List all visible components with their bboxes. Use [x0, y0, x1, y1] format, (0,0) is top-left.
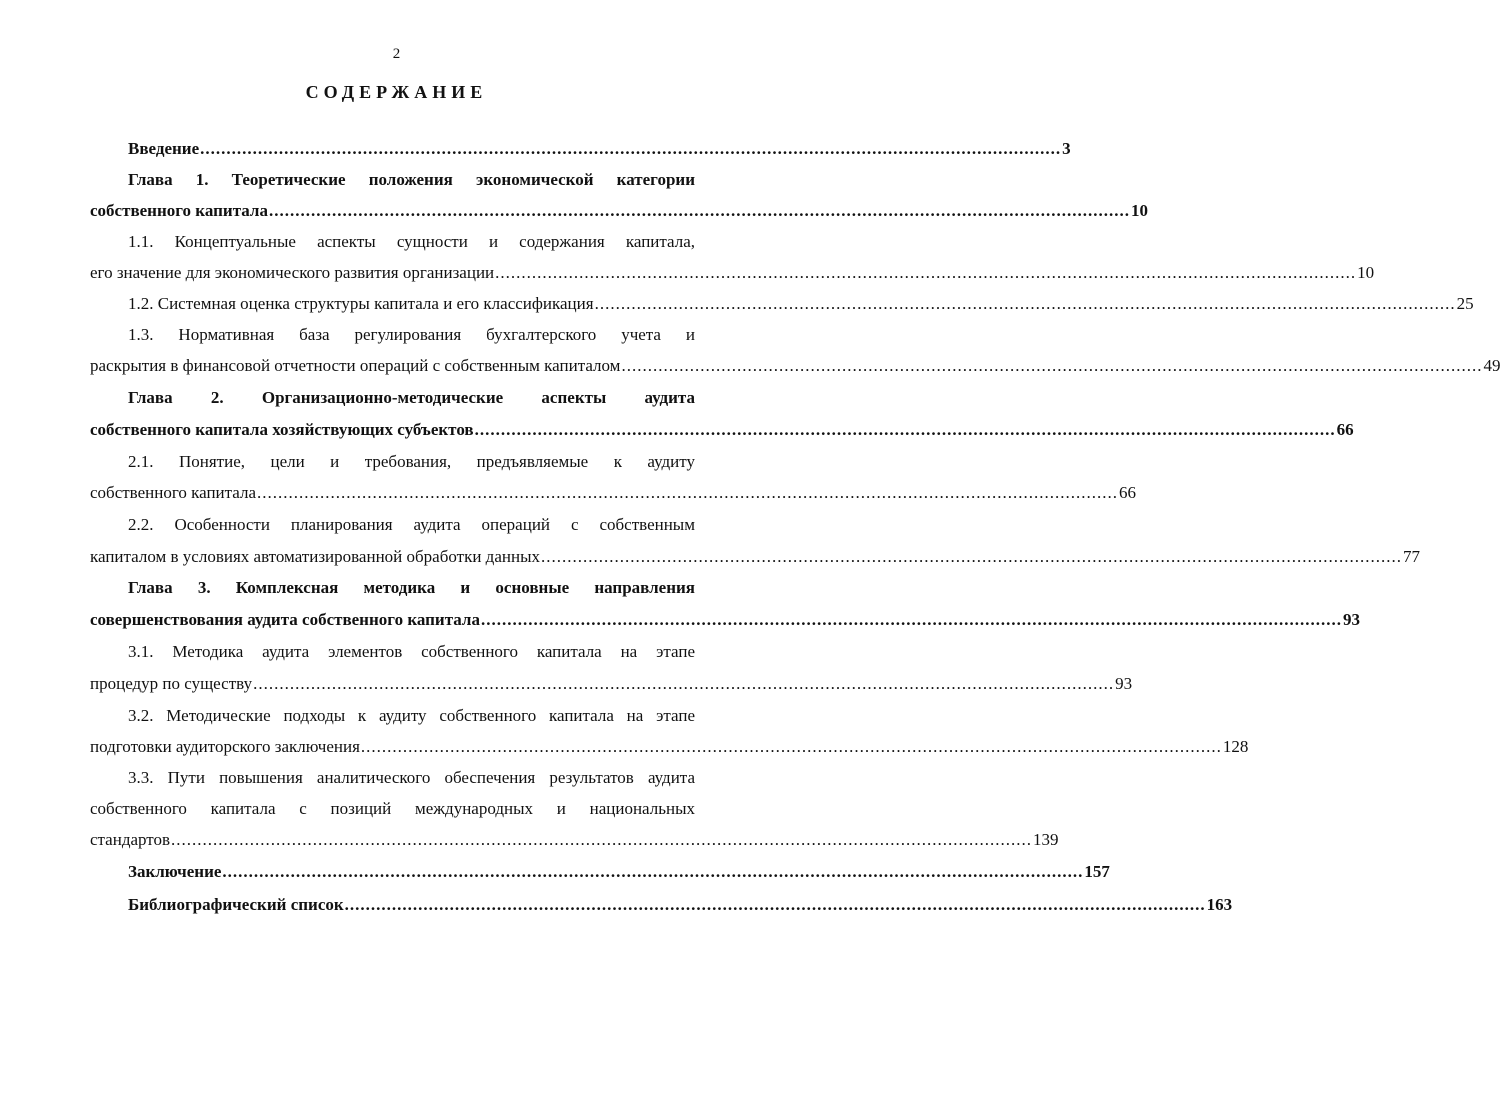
- leader-dots: ....................................................................................................................................................................: [253, 674, 1115, 693]
- toc-entry-chapter-2: [90, 418, 1354, 442]
- leader-dots: ....................................................................................................................................................................: [344, 895, 1206, 914]
- toc-entry-section-3-3-line-2: собственного капитала с позиций международных и национальных: [90, 799, 695, 818]
- toc-entry-section-1-2: [128, 292, 1474, 316]
- toc-entry-chapter-1: [90, 199, 1148, 223]
- toc-page-number: 157: [1084, 862, 1110, 881]
- leader-dots: ....................................................................................................................................................................: [480, 610, 1342, 629]
- toc-entry-section-2-2: [90, 545, 1420, 569]
- page-title: СОДЕРЖАНИЕ: [305, 82, 488, 102]
- toc-entry-bibliography: [128, 893, 1233, 917]
- toc-page-number: 93: [1115, 674, 1133, 693]
- toc-entry-conclusion: [128, 860, 1110, 884]
- leader-dots: ....................................................................................................................................................................: [541, 547, 1402, 566]
- toc-page-number: 66: [1119, 483, 1137, 502]
- leader-dots: ....................................................................................................................................................................: [474, 420, 1336, 439]
- toc-entry-title: капиталом в условиях автоматизированной обработки данных: [90, 547, 540, 566]
- toc-entry-title: раскрытия в финансовой отчетности операций с собственным капиталом: [90, 356, 621, 375]
- toc-page-number: 49: [1483, 356, 1500, 375]
- toc-page-number: 163: [1206, 895, 1233, 914]
- toc-entry-section-3-2: [90, 735, 1249, 759]
- toc-entry-section-3-3-line-1: 3.3. Пути повышения аналитического обеспечения результатов аудита: [128, 768, 695, 787]
- leader-dots: ....................................................................................................................................................................: [360, 737, 1222, 756]
- toc-entry-section-1-3: [90, 354, 1500, 378]
- toc-page-number: 128: [1222, 737, 1249, 756]
- toc-entry-chapter-1-line-1: Глава 1. Теоретические положения экономической категории: [128, 170, 695, 189]
- toc-entry-chapter-3-line-1: Глава 3. Комплексная методика и основные направления: [128, 578, 695, 597]
- toc-entry-title: его значение для экономического развития организации: [90, 263, 495, 282]
- toc-page-number: 3: [1062, 139, 1071, 158]
- leader-dots: ....................................................................................................................................................................: [495, 263, 1357, 282]
- toc-entry-section-3-1: [90, 672, 1133, 696]
- toc-entry-title: 1.2. Системная оценка структуры капитала и его классификация: [128, 294, 594, 313]
- toc-entry-chapter-2-line-1: Глава 2. Организационно-методические аспекты аудита: [128, 388, 695, 407]
- toc-entry-title: подготовки аудиторского заключения: [90, 737, 360, 756]
- toc-entry-title: Библиографический список: [128, 895, 344, 914]
- toc-entry-section-3-2-line-1: 3.2. Методические подходы к аудиту собственного капитала на этапе: [128, 706, 695, 725]
- leader-dots: ....................................................................................................................................................................: [257, 483, 1119, 502]
- leader-dots: ....................................................................................................................................................................: [594, 294, 1456, 313]
- toc-page-number: 10: [1357, 263, 1375, 282]
- toc-entry-title: Введение: [128, 139, 200, 158]
- toc-page-number: 25: [1456, 294, 1474, 313]
- toc-entry-section-2-1: [90, 481, 1137, 505]
- toc-entry-intro: [128, 137, 1071, 161]
- toc-entry-section-1-1-line-1: 1.1. Концептуальные аспекты сущности и содержания капитала,: [128, 232, 695, 251]
- page-number: 2: [392, 46, 401, 62]
- toc-page-number: 93: [1342, 610, 1360, 629]
- toc-entry-title: собственного капитала: [90, 201, 268, 220]
- leader-dots: ....................................................................................................................................................................: [222, 862, 1084, 881]
- toc-entry-section-3-3: [90, 828, 1059, 852]
- toc-entry-section-1-3-line-1: 1.3. Нормативная база регулирования бухгалтерского учета и: [128, 325, 695, 344]
- leader-dots: ....................................................................................................................................................................: [171, 830, 1033, 849]
- toc-page-number: 139: [1033, 830, 1059, 849]
- toc-entry-chapter-3: [90, 608, 1360, 632]
- leader-dots: ....................................................................................................................................................................: [621, 356, 1483, 375]
- toc-entry-section-3-1-line-1: 3.1. Методика аудита элементов собственного капитала на этапе: [128, 642, 695, 661]
- toc-entry-title: собственного капитала: [90, 483, 257, 502]
- toc-entry-title: процедур по существу: [90, 674, 253, 693]
- toc-entry-section-2-1-line-1: 2.1. Понятие, цели и требования, предъявляемые к аудиту: [128, 452, 695, 471]
- toc-entry-title: собственного капитала хозяйствующих субъектов: [90, 420, 474, 439]
- toc-page-number: 77: [1403, 547, 1420, 566]
- leader-dots: ....................................................................................................................................................................: [200, 139, 1062, 158]
- toc-page-number: 66: [1336, 420, 1354, 439]
- toc-entry-title: стандартов: [90, 830, 171, 849]
- toc-entry-section-2-2-line-1: 2.2. Особенности планирования аудита операций с собственным: [128, 515, 695, 534]
- leader-dots: ....................................................................................................................................................................: [268, 201, 1130, 220]
- toc-entry-title: Заключение: [128, 862, 222, 881]
- toc-entry-title: совершенствования аудита собственного капитала: [90, 610, 480, 629]
- toc-entry-section-1-1: [90, 261, 1375, 285]
- toc-page-number: 10: [1130, 201, 1148, 220]
